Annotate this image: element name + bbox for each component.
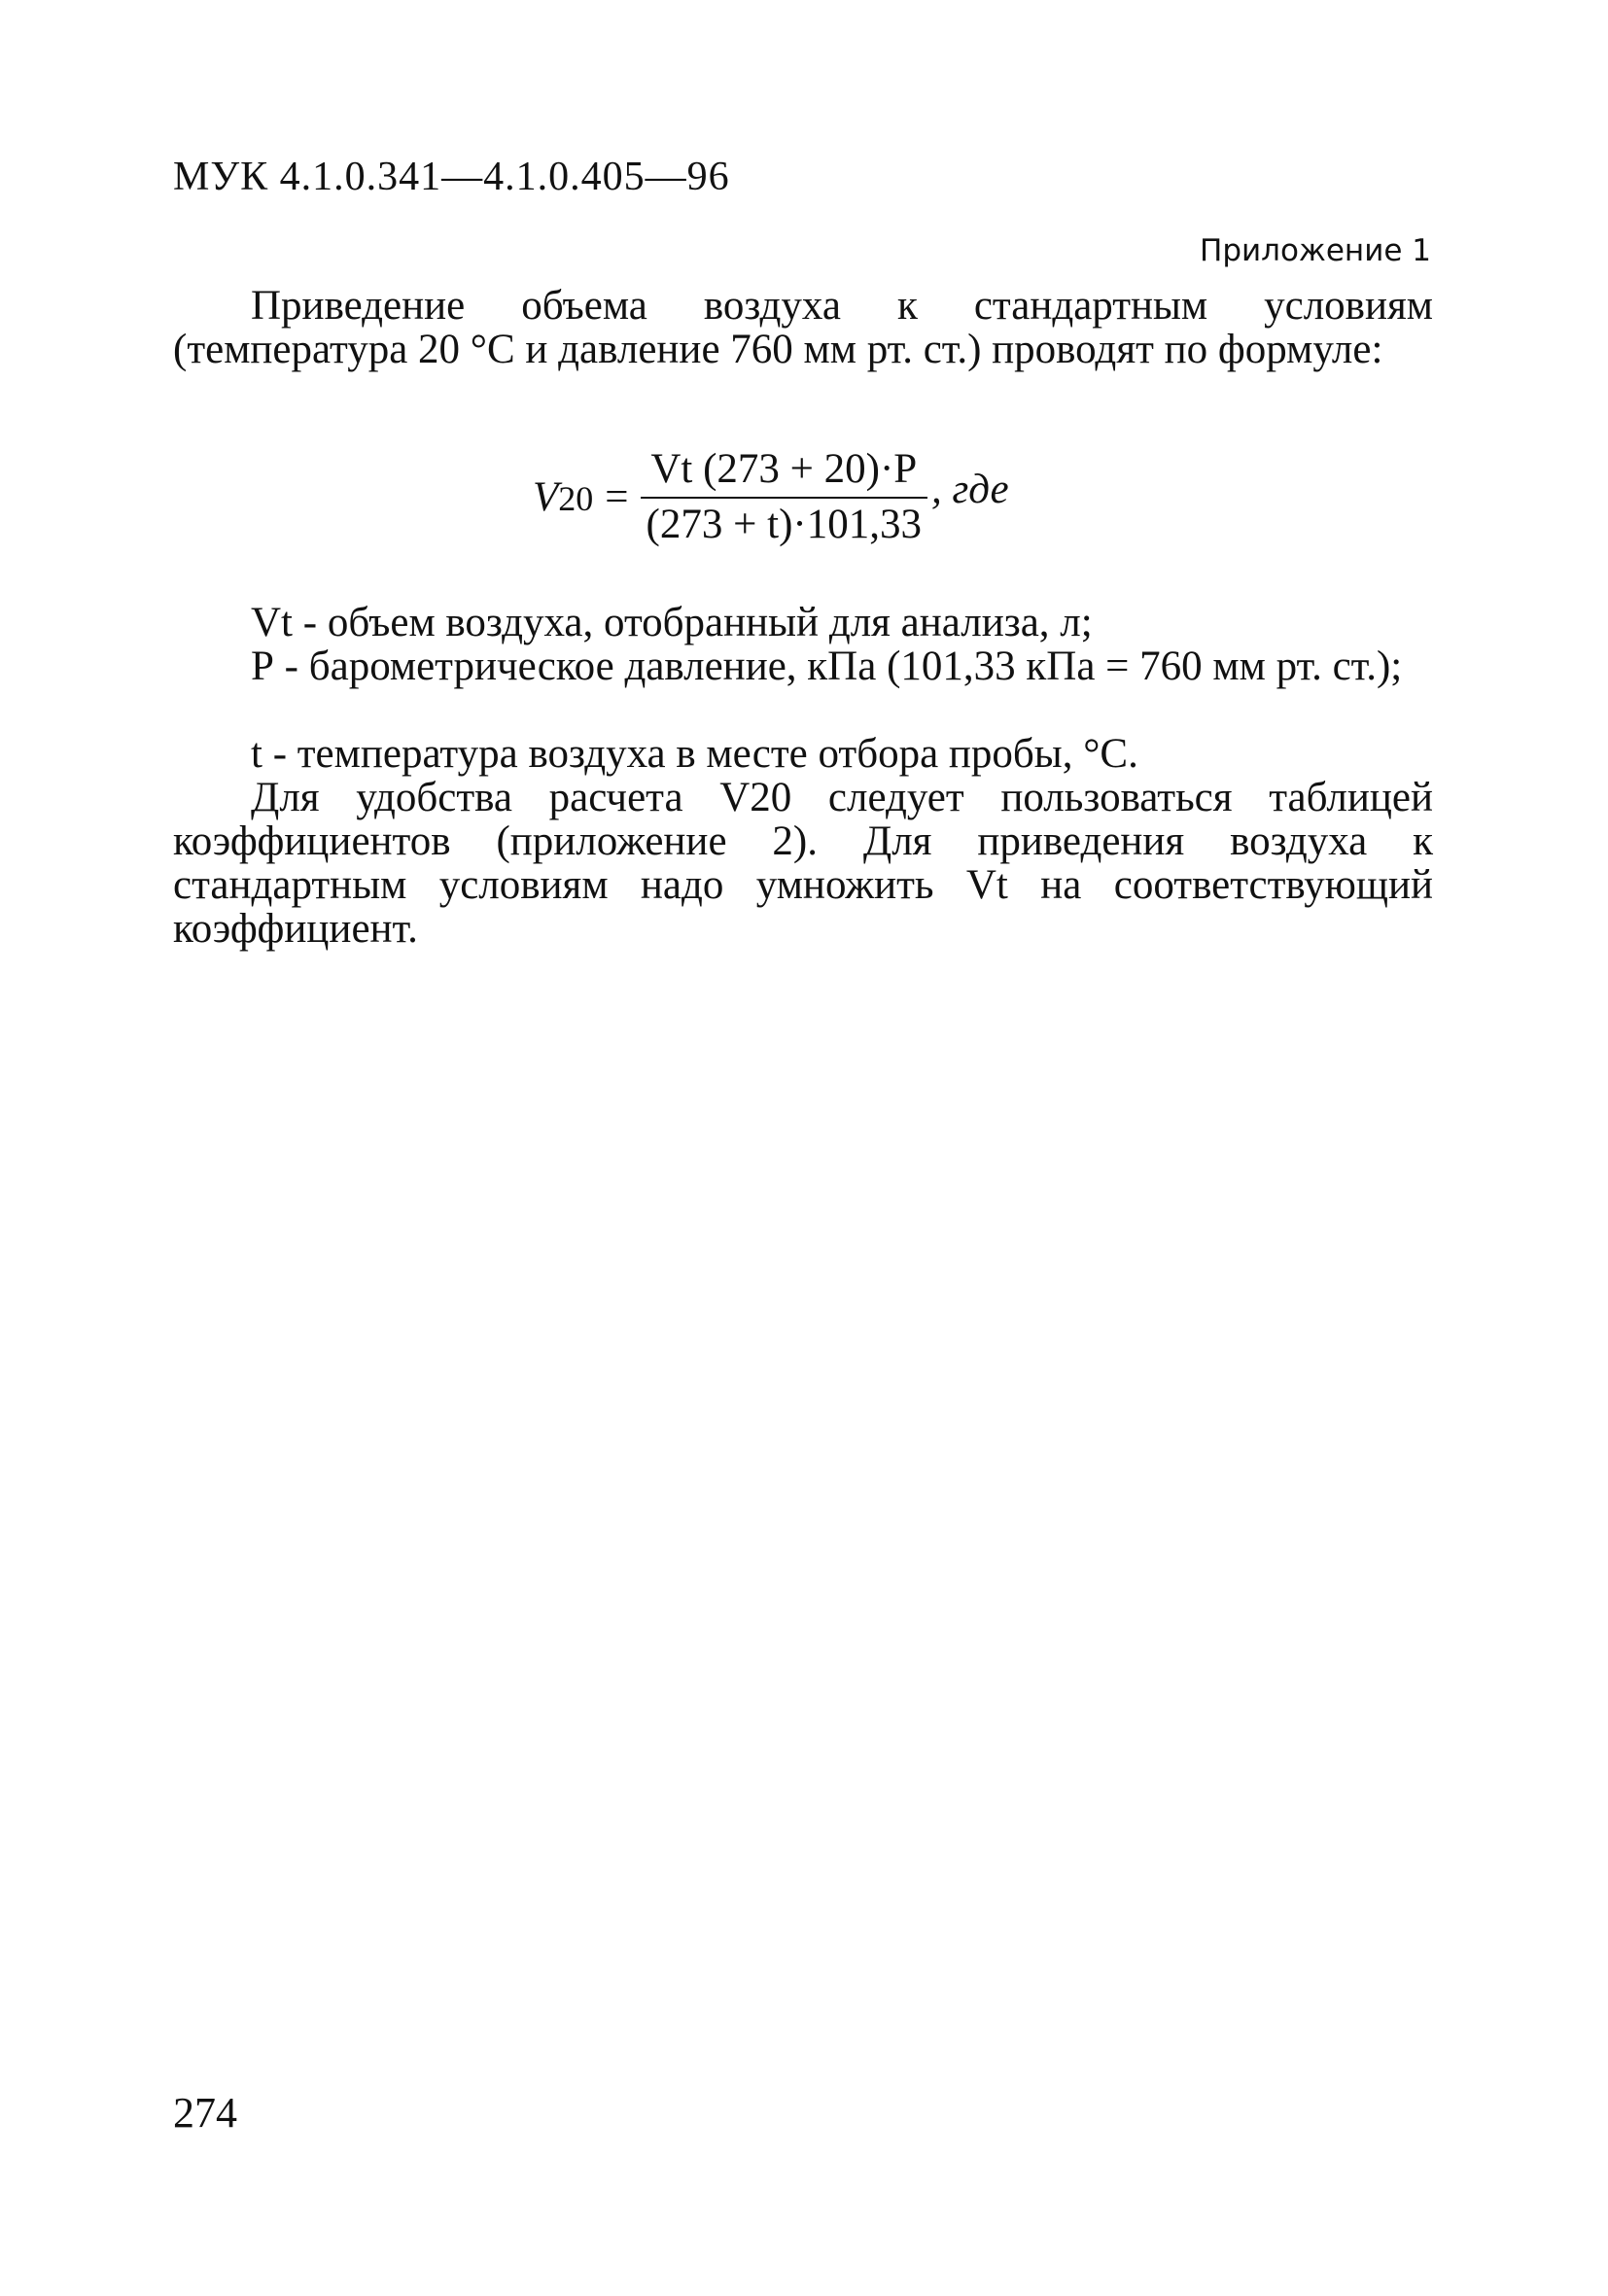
definition-t: t - температура воздуха в месте отбора пробы, °С. xyxy=(251,731,1138,777)
formula xyxy=(533,445,1009,548)
document-header: МУК 4.1.0.341—4.1.0.405—96 xyxy=(173,155,730,199)
formula-denominator: (273 + t)·101,33 xyxy=(641,497,927,548)
closing-paragraph: Для удобства расчета V20 следует пользоваться таблицей коэффициентов (приложение 2). Для приведения воздуха к стандартным условиям надо умножить Vt на соответствующий коэффициент. xyxy=(173,775,1433,952)
formula-equals: = xyxy=(605,473,629,520)
definition-p: Р - барометрическое давление, кПа (101,33 кПа = 760 мм рт. ст.); xyxy=(251,644,1403,689)
formula-numerator: Vt (273 + 20)·P xyxy=(650,446,918,492)
page-number: 274 xyxy=(173,2089,237,2137)
formula-fraction xyxy=(641,445,927,548)
intro-paragraph: Приведение объема воздуха к стандартным условиям (температура 20 °С и давление 760 мм рт. ст.) проводят по формуле: xyxy=(173,283,1433,372)
definition-vt: Vt - объем воздуха, отобранный для анализа, л; xyxy=(251,600,1093,645)
formula-lhs-var: V xyxy=(533,473,559,520)
formula-lhs xyxy=(533,473,593,521)
appendix-label: Приложение 1 xyxy=(1200,233,1431,268)
formula-lhs-subscript: 20 xyxy=(558,478,594,518)
formula-tail: , где xyxy=(930,466,1009,512)
